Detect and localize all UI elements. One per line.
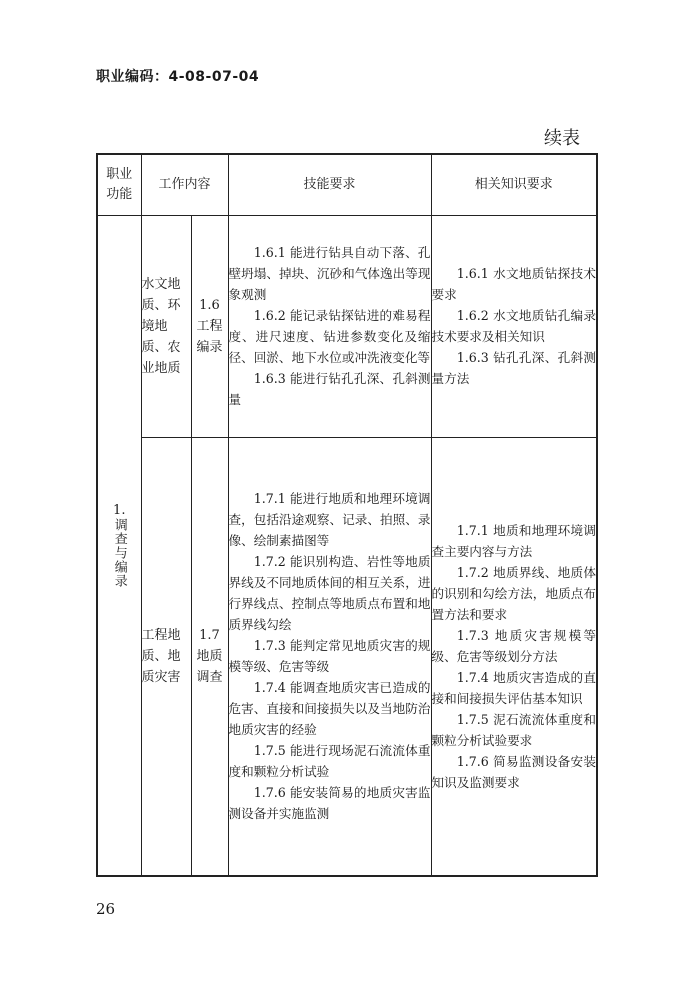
function-name: 调查与编录 (111, 517, 127, 588)
knowledge-item: 1.6.1 水文地质钻探技术要求 (431, 266, 597, 302)
skills-cell (228, 215, 431, 437)
skill-item: 1.6.3 能进行钻孔孔深、孔斜测量 (228, 371, 431, 407)
knowledge-item: 1.7.4 地质灾害造成的直接和间接损失评估基本知识 (431, 669, 597, 706)
unit-number: 1.7 (199, 627, 220, 643)
unit-number: 1.6 (199, 297, 220, 313)
knowledge-item: 1.7.1 地质和地理环境调查主要内容与方法 (431, 522, 597, 559)
knowledge-item: 1.6.2 水文地质钻孔编录技术要求及相关知识 (431, 308, 597, 344)
header-row (97, 154, 597, 215)
unit-name: 地质调查 (196, 648, 223, 685)
unit-cell (191, 215, 228, 437)
knowledge-cell (431, 215, 597, 437)
skills-table (96, 153, 598, 877)
knowledge-item: 1.7.6 简易监测设备安装知识及监测要求 (431, 753, 597, 790)
table-row (97, 215, 597, 437)
unit-name: 工程编录 (196, 318, 223, 355)
occupation-code: 职业编码：4-08-07-04 (96, 69, 260, 85)
header-work-content: 工作内容 (141, 154, 228, 215)
unit-cell (191, 437, 228, 876)
continued-label: 续表 (544, 128, 580, 149)
page-number: 26 (96, 900, 116, 918)
skill-item: 1.6.2 能记录钻探钻进的难易程度、进尺速度、钻进参数变化及缩径、回淤、地下水位或冲洗液变化等 (228, 308, 431, 365)
domain-cell: 水文地质、环境地质、农业地质 (141, 215, 191, 437)
knowledge-item: 1.7.2 地质界线、地质体的识别和勾绘方法，地质点布置方法和要求 (431, 564, 597, 622)
knowledge-item: 1.7.3 地质灾害规模等级、危害等级划分方法 (431, 627, 597, 664)
skill-item: 1.7.3 能判定常见地质灾害的规模等级、危害等级 (228, 638, 431, 675)
function-number: 1. (113, 502, 126, 518)
knowledge-item: 1.6.3 钻孔孔深、孔斜测量方法 (431, 350, 597, 386)
skill-item: 1.7.6 能安装简易的地质灾害监测设备并实施监测 (228, 785, 431, 822)
function-cell (97, 215, 141, 876)
table-row (97, 437, 597, 876)
header-skills: 技能要求 (228, 154, 431, 215)
knowledge-cell (431, 437, 597, 876)
skill-item: 1.7.2 能识别构造、岩性等地质界线及不同地质体间的相互关系，进行界线点、控制点等地质点布置和地质界线勾绘 (228, 554, 431, 633)
header-function: 职业功能 (97, 154, 141, 215)
skill-item: 1.7.1 能进行地质和地理环境调查，包括沿途观察、记录、拍照、录像、绘制素描图等 (228, 491, 431, 549)
skill-item: 1.6.1 能进行钻具自动下落、孔壁坍塌、掉块、沉砂和气体逸出等现象观测 (228, 245, 431, 302)
domain-cell: 工程地质、地质灾害 (141, 437, 191, 876)
skill-item: 1.7.4 能调查地质灾害已造成的危害、直接和间接损失以及当地防治地质灾害的经验 (228, 680, 431, 738)
header-knowledge: 相关知识要求 (431, 154, 597, 215)
skills-cell (228, 437, 431, 876)
knowledge-item: 1.7.5 泥石流流体重度和颗粒分析试验要求 (431, 711, 597, 748)
skill-item: 1.7.5 能进行现场泥石流流体重度和颗粒分析试验 (228, 743, 431, 780)
